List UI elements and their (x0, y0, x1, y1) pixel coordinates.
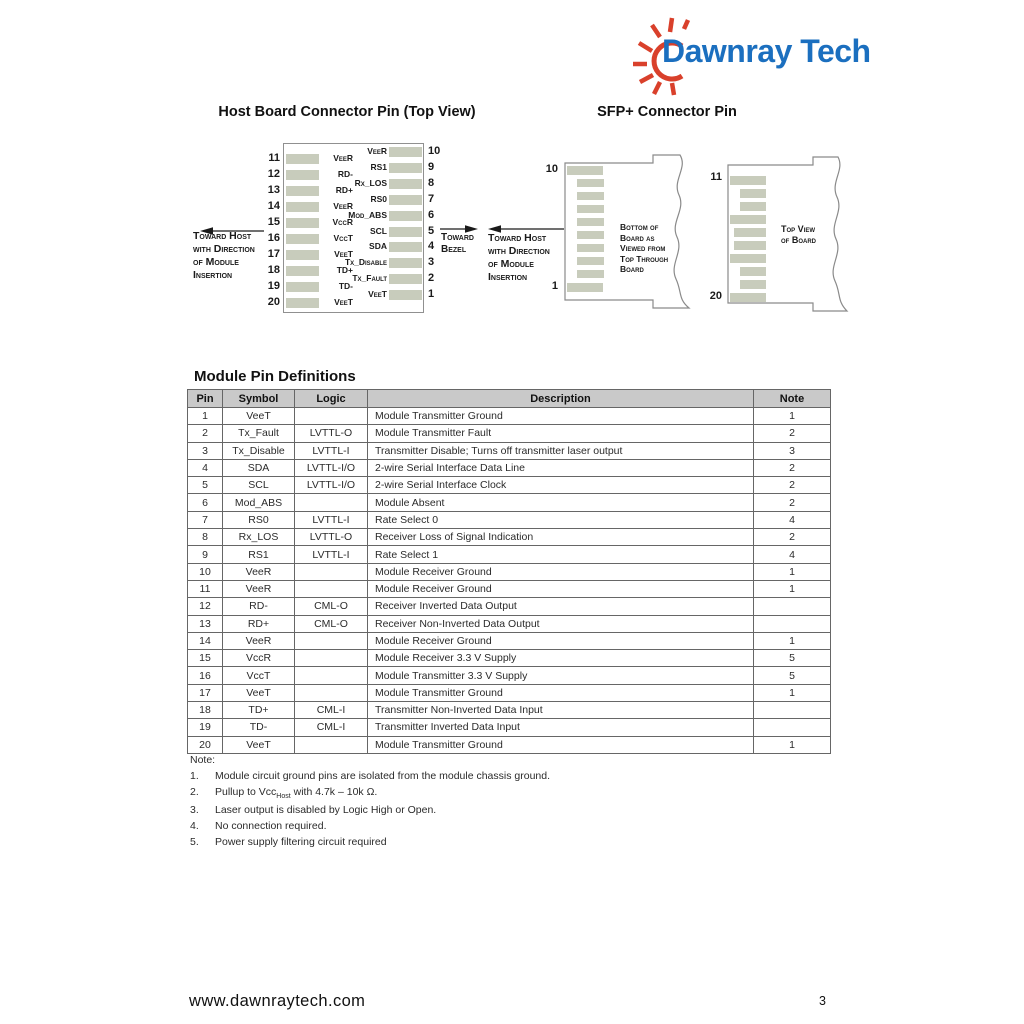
cell-description: 2-wire Serial Interface Clock (368, 477, 754, 494)
table-row (188, 511, 831, 528)
cell-description: Module Receiver Ground (368, 632, 754, 649)
cell-note: 2 (754, 494, 831, 511)
pin-number: 17 (267, 248, 280, 260)
pin-number: 3 (428, 256, 435, 269)
cell-logic: LVTTL-O (295, 529, 368, 546)
pin-label: Mod_ABS (348, 209, 387, 220)
cell-pin: 8 (188, 529, 223, 546)
cell-pin: 15 (188, 650, 223, 667)
top-view-bottom-pin: 20 (709, 290, 722, 302)
host-board-title: Host Board Connector Pin (Top View) (218, 104, 476, 120)
pin-label: TD- (338, 281, 353, 291)
note-item (190, 770, 835, 782)
pin-pad (286, 186, 319, 196)
cell-logic (295, 632, 368, 649)
pin-number: 5 (428, 224, 435, 237)
cell-note: 4 (754, 546, 831, 563)
cell-note: 1 (754, 563, 831, 580)
board-pad (730, 215, 766, 224)
cell-logic (295, 494, 368, 511)
toward-host-label-2: Toward Host with Direction of Module Insertion (488, 232, 550, 283)
cell-symbol: SDA (223, 459, 295, 476)
cell-pin: 17 (188, 684, 223, 701)
cell-pin: 12 (188, 598, 223, 615)
cell-note: 2 (754, 425, 831, 442)
col-header-logic: Logic (295, 390, 368, 408)
cell-note: 1 (754, 408, 831, 425)
cell-symbol: TD- (223, 719, 295, 736)
note-subscript: Host (276, 793, 291, 801)
pin-pad (389, 147, 422, 157)
cell-symbol: TD+ (223, 702, 295, 719)
board-pad (577, 244, 604, 252)
table-row (188, 459, 831, 476)
cell-symbol: RS1 (223, 546, 295, 563)
pin-pad (286, 298, 319, 308)
cell-symbol: Tx_Disable (223, 442, 295, 459)
cell-note: 1 (754, 580, 831, 597)
pin-pad (389, 179, 422, 189)
pin-number: 19 (267, 280, 280, 292)
table-row (188, 425, 831, 442)
cell-description: Transmitter Non-Inverted Data Input (368, 702, 754, 719)
pin-number: 4 (428, 240, 435, 253)
host-connector-outline (267, 143, 441, 313)
note-item (190, 804, 835, 816)
pin-definitions-table (187, 389, 831, 754)
pin-label: VccR (332, 217, 353, 227)
cell-pin: 7 (188, 511, 223, 528)
pin-label: VeeR (333, 201, 353, 211)
pin-pad (286, 234, 319, 244)
cell-logic (295, 563, 368, 580)
pin-number: 8 (428, 176, 435, 189)
pin-pad (389, 242, 422, 252)
cell-note: 2 (754, 459, 831, 476)
pin-pad (389, 258, 422, 268)
cell-pin: 3 (188, 442, 223, 459)
top-view-caption: Top View of Board (781, 224, 816, 245)
board-pad (740, 189, 766, 198)
cell-logic (295, 667, 368, 684)
board-pad (730, 176, 766, 185)
cell-note: 4 (754, 511, 831, 528)
cell-note: 1 (754, 736, 831, 753)
pin-number: 12 (267, 168, 280, 180)
toward-bezel-label: Toward Bezel (441, 232, 474, 255)
table-row (188, 580, 831, 597)
pin-pad (286, 170, 319, 180)
cell-symbol: VccT (223, 667, 295, 684)
cell-symbol: RS0 (223, 511, 295, 528)
pin-number: 20 (267, 296, 280, 308)
cell-symbol: VeeT (223, 684, 295, 701)
cell-description: Module Receiver Ground (368, 580, 754, 597)
table-title: Module Pin Definitions (194, 368, 356, 385)
cell-description: Rate Select 0 (368, 511, 754, 528)
note-number: 1. (190, 770, 199, 782)
cell-pin: 18 (188, 702, 223, 719)
pin-number: 1 (428, 288, 435, 301)
cell-note: 5 (754, 650, 831, 667)
cell-logic: LVTTL-I/O (295, 477, 368, 494)
table-row (188, 667, 831, 684)
cell-symbol: Rx_LOS (223, 529, 295, 546)
board-pad (740, 280, 766, 289)
cell-note: 5 (754, 667, 831, 684)
cell-logic: LVTTL-I/O (295, 459, 368, 476)
cell-note: 1 (754, 684, 831, 701)
cell-symbol: RD- (223, 598, 295, 615)
table-row (188, 598, 831, 615)
cell-symbol: VccR (223, 650, 295, 667)
cell-note: 2 (754, 529, 831, 546)
pin-pad (286, 154, 319, 164)
pin-label: VeeR (333, 153, 353, 163)
note-text: Power supply filtering circuit required (215, 836, 387, 849)
table-row (188, 736, 831, 753)
cell-symbol: VeeR (223, 632, 295, 649)
board-pad (567, 283, 603, 292)
pin-label: SDA (369, 241, 387, 252)
pin-pad (286, 266, 319, 276)
pin-label: RS1 (370, 161, 387, 172)
col-header-pin: Pin (188, 390, 223, 408)
cell-pin: 11 (188, 580, 223, 597)
pin-number: 18 (267, 264, 280, 276)
cell-symbol: VeeR (223, 580, 295, 597)
board-pad (740, 202, 766, 211)
pin-pad (389, 290, 422, 300)
cell-note (754, 615, 831, 632)
cell-description: Receiver Inverted Data Output (368, 598, 754, 615)
cell-logic: LVTTL-I (295, 546, 368, 563)
cell-logic (295, 408, 368, 425)
pin-number: 14 (267, 200, 280, 212)
pin-label: RS0 (370, 193, 387, 204)
pin-label: VeeT (368, 289, 387, 300)
board-pad (577, 257, 604, 265)
cell-logic: CML-O (295, 615, 368, 632)
logo-text: Dawnray Tech (662, 33, 871, 69)
cell-description: Module Absent (368, 494, 754, 511)
cell-description: Module Transmitter 3.3 V Supply (368, 667, 754, 684)
pin-label: TD+ (336, 265, 353, 275)
notes-title: Note: (190, 754, 216, 766)
table-row (188, 442, 831, 459)
cell-pin: 2 (188, 425, 223, 442)
cell-description: Transmitter Disable; Turns off transmitter laser output (368, 442, 754, 459)
cell-pin: 16 (188, 667, 223, 684)
cell-pin: 5 (188, 477, 223, 494)
board-pad (577, 205, 604, 213)
board-pad (577, 179, 604, 187)
table-row (188, 546, 831, 563)
pin-number: 13 (267, 184, 280, 196)
col-header-note: Note (754, 390, 831, 408)
pin-label: Tx_Fault (352, 273, 387, 284)
cell-description: Receiver Loss of Signal Indication (368, 529, 754, 546)
pin-pad (286, 202, 319, 212)
cell-pin: 10 (188, 563, 223, 580)
table-row (188, 615, 831, 632)
board-pad (730, 293, 766, 302)
table-row (188, 650, 831, 667)
cell-description: Module Transmitter Ground (368, 684, 754, 701)
pin-label: VccT (333, 233, 353, 243)
pin-pad (286, 282, 319, 292)
cell-pin: 9 (188, 546, 223, 563)
cell-symbol: Mod_ABS (223, 494, 295, 511)
cell-note (754, 702, 831, 719)
pin-label: RD- (337, 169, 353, 179)
notes-list (190, 770, 835, 848)
cell-logic: CML-O (295, 598, 368, 615)
cell-logic (295, 580, 368, 597)
cell-logic (295, 736, 368, 753)
cell-note: 1 (754, 632, 831, 649)
cell-logic: LVTTL-I (295, 442, 368, 459)
note-number: 4. (190, 820, 199, 833)
cell-logic: CML-I (295, 702, 368, 719)
board-pad (730, 254, 766, 263)
footer-page-number: 3 (819, 994, 826, 1008)
cell-pin: 14 (188, 632, 223, 649)
cell-symbol: VeeR (223, 563, 295, 580)
pin-number: 2 (428, 272, 435, 285)
cell-description: Module Transmitter Fault (368, 425, 754, 442)
cell-description: Module Receiver 3.3 V Supply (368, 650, 754, 667)
cell-note: 3 (754, 442, 831, 459)
cell-pin: 20 (188, 736, 223, 753)
bottom-view-bottom-pin: 1 (551, 280, 558, 292)
cell-logic: LVTTL-O (295, 425, 368, 442)
pin-pad (286, 250, 319, 260)
top-view-top-pin: 11 (710, 171, 722, 183)
cell-symbol: VeeT (223, 736, 295, 753)
table-row (188, 408, 831, 425)
note-number: 3. (190, 804, 199, 817)
toward-host-label: Toward Host with Direction of Module Insertion (193, 230, 255, 281)
pin-label: VeeT (334, 249, 353, 259)
cell-pin: 19 (188, 719, 223, 736)
pin-number: 15 (267, 216, 280, 228)
note-item (190, 786, 835, 800)
note-text: Pullup to Vcc$_{Host}$ with 4.7k – 10k Ω. (215, 786, 378, 801)
pin-number: 6 (428, 208, 435, 221)
cell-logic (295, 650, 368, 667)
table-row (188, 719, 831, 736)
note-text: No connection required. (215, 820, 327, 833)
pin-label: SCL (370, 225, 387, 236)
pin-number: 10 (428, 145, 441, 157)
note-item (190, 836, 835, 848)
pin-label: Tx_Disable (344, 257, 387, 268)
board-pad (577, 270, 604, 278)
pin-number: 7 (428, 192, 435, 205)
table-row (188, 702, 831, 719)
board-pad (577, 218, 604, 226)
notes-section (190, 754, 835, 848)
table-row (188, 684, 831, 701)
cell-symbol: VeeT (223, 408, 295, 425)
cell-logic: LVTTL-I (295, 511, 368, 528)
footer-website: www.dawnraytech.com (189, 992, 366, 1010)
note-number: 2. (190, 786, 199, 798)
cell-pin: 13 (188, 615, 223, 632)
cell-logic: CML-I (295, 719, 368, 736)
cell-description: Transmitter Inverted Data Input (368, 719, 754, 736)
cell-description: Module Transmitter Ground (368, 736, 754, 753)
bottom-view-top-pin: 10 (545, 163, 558, 175)
bottom-view-caption: Bottom of Board as Viewed from Top Through Board (620, 222, 669, 274)
cell-description: Receiver Non-Inverted Data Output (368, 615, 754, 632)
note-number: 5. (190, 836, 199, 849)
board-pad (577, 192, 604, 200)
pin-pad (389, 195, 422, 205)
table-header-row (188, 390, 831, 408)
board-pad (567, 166, 603, 175)
note-text: Laser output is disabled by Logic High or Open. (215, 804, 437, 817)
pin-label: RD+ (335, 185, 353, 195)
board-pad (740, 267, 766, 276)
pin-pad (286, 218, 319, 228)
table-row (188, 632, 831, 649)
sfp-title: SFP+ Connector Pin (597, 104, 737, 120)
table-row (188, 563, 831, 580)
cell-note: 2 (754, 477, 831, 494)
cell-note (754, 719, 831, 736)
cell-logic (295, 684, 368, 701)
pin-label: VeeR (367, 146, 387, 156)
cell-description: Module Receiver Ground (368, 563, 754, 580)
note-item (190, 820, 835, 832)
cell-description: Rate Select 1 (368, 546, 754, 563)
cell-pin: 6 (188, 494, 223, 511)
cell-pin: 4 (188, 459, 223, 476)
pin-pad (389, 211, 422, 221)
cell-description: 2-wire Serial Interface Data Line (368, 459, 754, 476)
pin-label: Rx_LOS (354, 177, 387, 188)
cell-symbol: Tx_Fault (223, 425, 295, 442)
cell-note (754, 598, 831, 615)
pin-pad (389, 163, 422, 173)
board-pad (734, 241, 766, 250)
cell-description: Module Transmitter Ground (368, 408, 754, 425)
table-row (188, 477, 831, 494)
table-row (188, 494, 831, 511)
col-header-description: Description (368, 390, 754, 408)
pin-number: 9 (428, 160, 435, 173)
board-pad (577, 231, 604, 239)
note-text: Module circuit ground pins are isolated from the module chassis ground. (215, 770, 551, 782)
pin-number: 16 (267, 232, 280, 244)
cell-symbol: RD+ (223, 615, 295, 632)
pin-pad (389, 274, 422, 284)
pin-number: 11 (268, 152, 280, 164)
table-row (188, 529, 831, 546)
pin-label: VeeT (334, 297, 353, 307)
pin-pad (389, 227, 422, 237)
board-pad (734, 228, 766, 237)
col-header-symbol: Symbol (223, 390, 295, 408)
cell-pin: 1 (188, 408, 223, 425)
cell-symbol: SCL (223, 477, 295, 494)
